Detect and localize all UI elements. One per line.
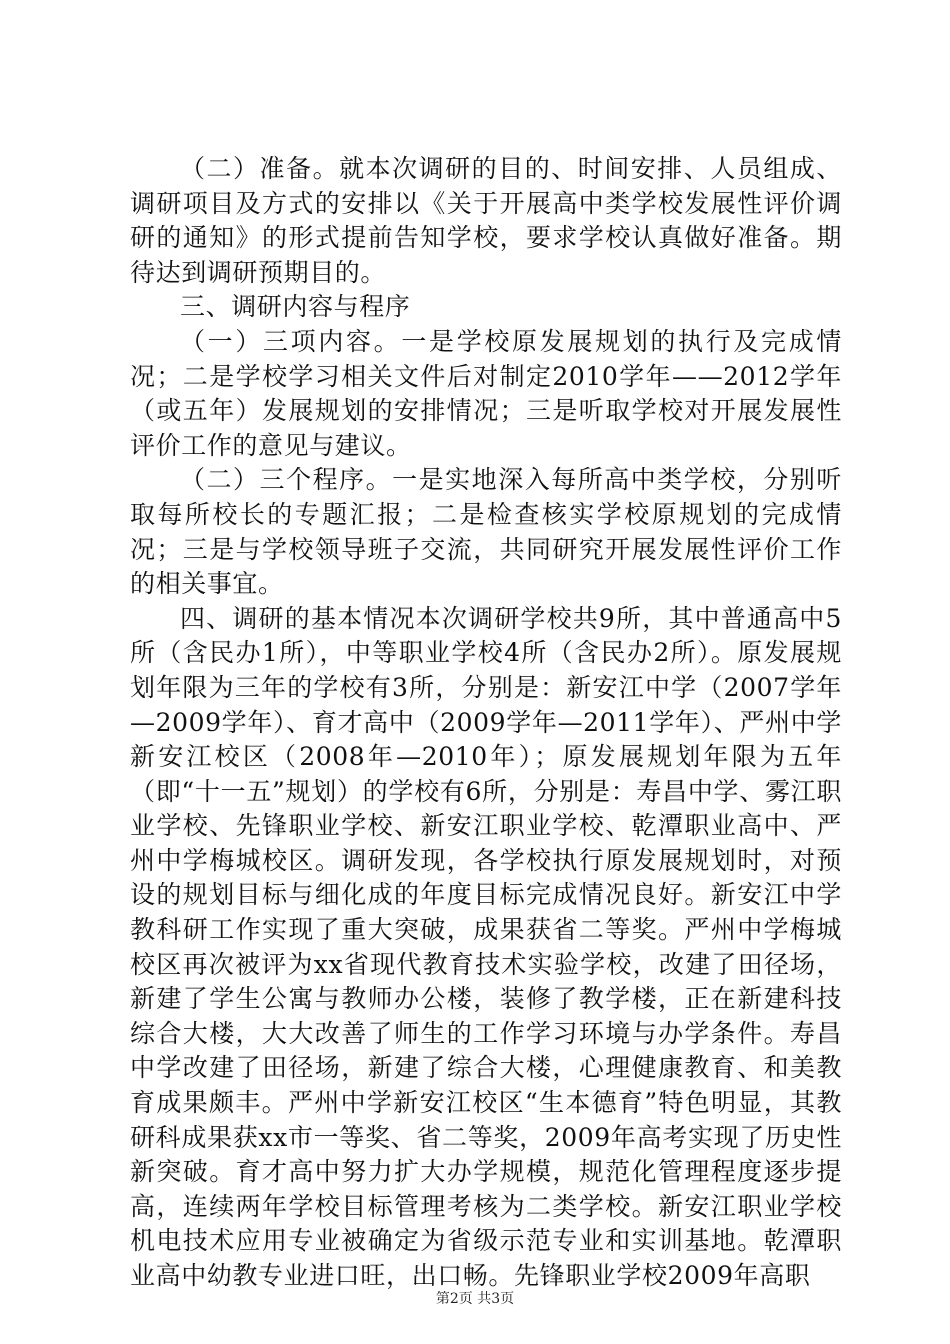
page-footer: 第2页 共3页 <box>435 1291 515 1307</box>
section-heading-content-procedure: 三、调研内容与程序 <box>180 292 411 322</box>
paragraph-three-contents: （一）三项内容。一是学校原发展规划的执行及完成情况；二是学校学习相关文件后对制定2010学年——2012学年（或五年）发展规划的安排情况；三是听取学校对开展发展性评价工作的意见与建议。 <box>130 326 842 460</box>
paragraph-preparation: （二）准备。就本次调研的目的、时间安排、人员组成、调研项目及方式的安排以《关于开展高中类学校发展性评价调研的通知》的形式提前告知学校，要求学校认真做好准备。期待达到调研预期目的。 <box>130 154 842 287</box>
document-body <box>130 152 842 1294</box>
paragraph-basic-situation: 四、调研的基本情况本次调研学校共9所，其中普通高中5所（含民办1所），中等职业学校4所（含民办2所）。原发展规划年限为三年的学校有3所，分别是：新安江中学（2007学年—2009学年）、育才高中（2009学年—2011学年）、严州中学新安江校区（2008年—2010年）；原发展规划年限为五年（即“十一五”规划）的学校有6所，分别是：寿昌中学、雾江职业学校、先锋职业学校、新安江职业学校、乾潭职业高中、严州中学梅城校区。调研发现，各学校执行原发展规划时，对预设的规划目标与细化成的年度目标完成情况良好。新安江中学教科研工作实现了重大突破，成果获省二等奖。严州中学梅城校区再次被评为xx省现代教育技术实验学校，改建了田径场，新建了学生公寓与教师办公楼，装修了教学楼，正在新建科技综合大楼，大大改善了师生的工作学习环境与办学条件。寿昌中学改建了田径场，新建了综合大楼，心理健康教育、和美教育成果颇丰。严州中学新安江校区“生本德育”特色明显，其教研科成果获xx市一等奖、省二等奖，2009年高考实现了历史性新突破。育才高中努力扩大办学规模，规范化管理程度逐步提高，连续两年学校目标管理考核为二类学校。新安江职业学校机电技术应用专业被确定为省级示范专业和实训基地。乾潭职业高中幼教专业进口旺，出口畅。先锋职业学校2009年高职 <box>130 603 842 1290</box>
paragraph-three-procedures: （二）三个程序。一是实地深入每所高中类学校，分别听取每所校长的专题汇报；二是检查核实学校原规划的完成情况；三是与学校领导班子交流，共同研究开展发展性评价工作的相关事宜。 <box>130 465 842 599</box>
